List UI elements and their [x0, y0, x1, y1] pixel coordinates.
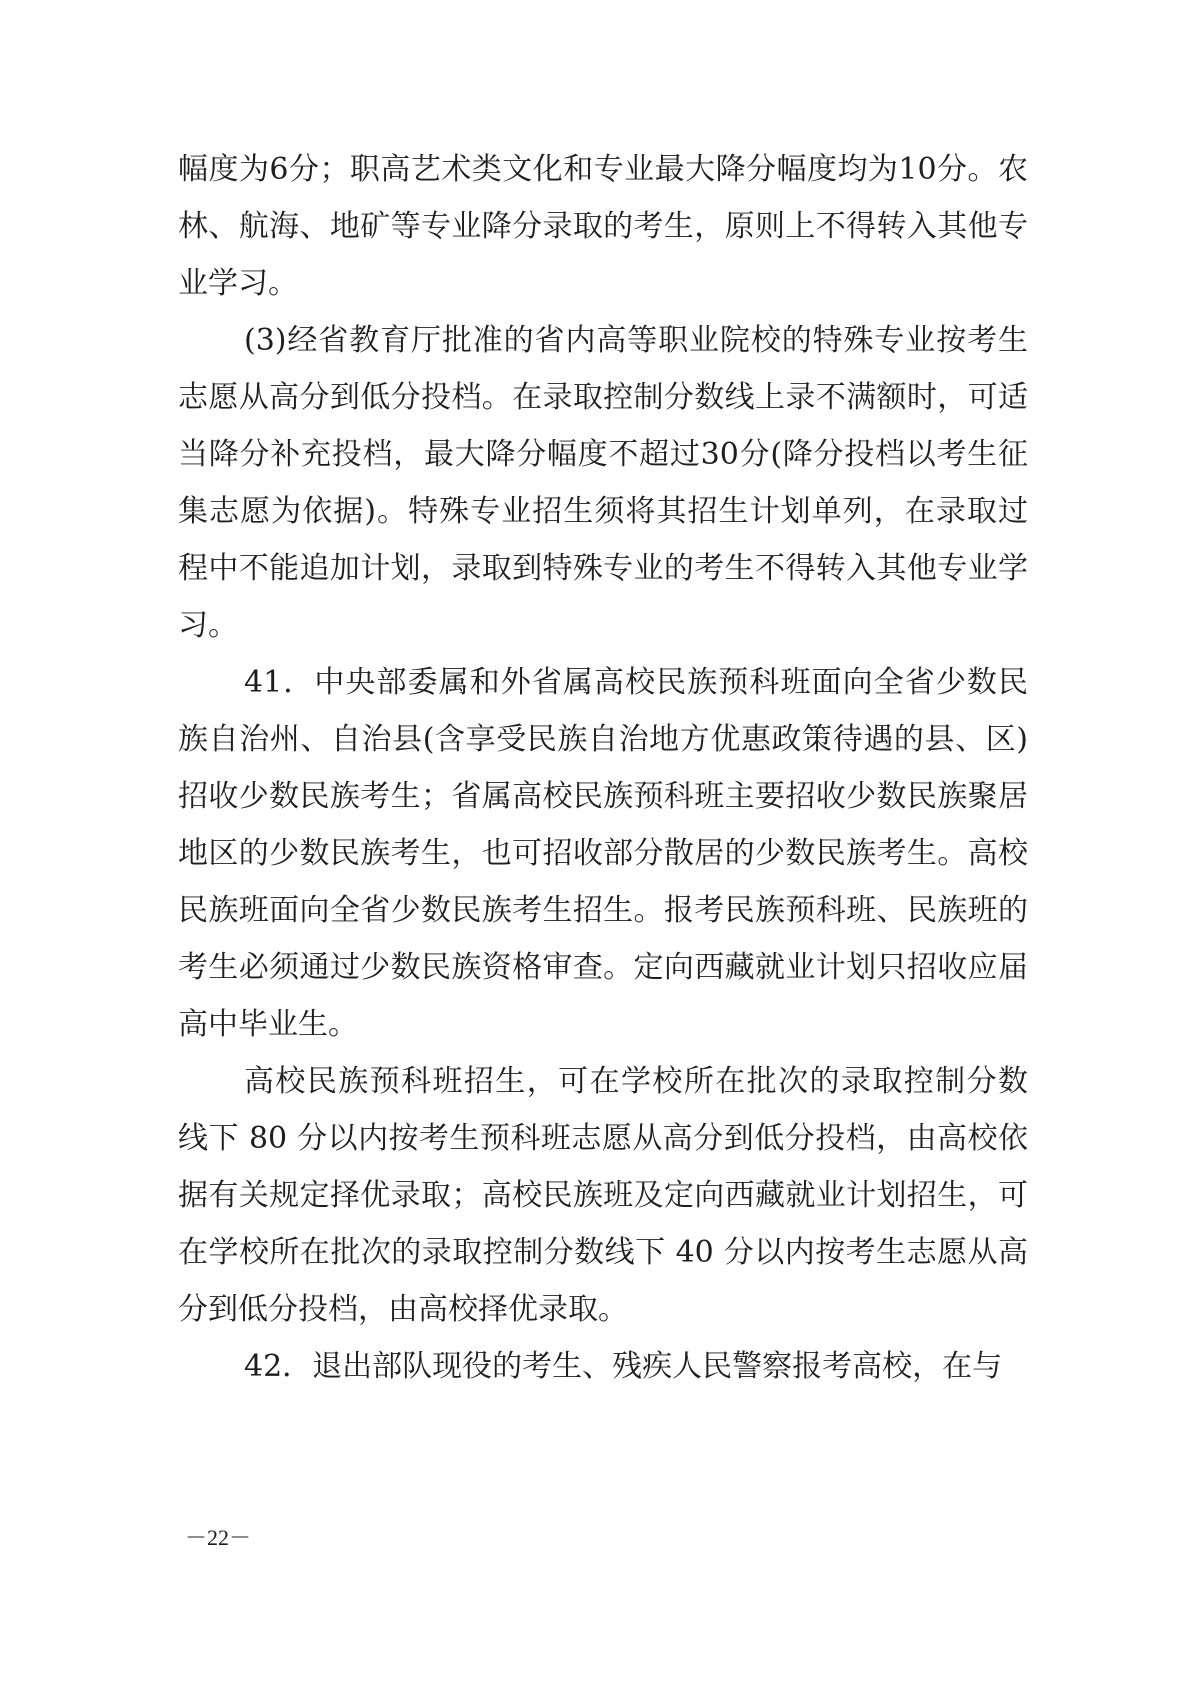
text-line: 在学校所在批次的录取控制分数线下 40 分以内按考生志愿从高 — [178, 1235, 1028, 1270]
text-line: 考生必须通过少数民族资格审查。定向西藏就业计划只招收应届 — [178, 950, 1028, 985]
text-line: 据有关规定择优录取；高校民族班及定向西藏就业计划招生，可 — [178, 1178, 1028, 1213]
text-line: 幅度为6分；职高艺术类文化和专业最大降分幅度均为10分。农 — [178, 152, 1028, 187]
text-line: 41．中央部委属和外省属高校民族预科班面向全省少数民 — [244, 665, 1028, 700]
text-line: 程中不能追加计划，录取到特殊专业的考生不得转入其他专业学 — [178, 551, 1028, 586]
text-line: 林、航海、地矿等专业降分录取的考生，原则上不得转入其他专 — [178, 209, 1028, 244]
text-line: 地区的少数民族考生，也可招收部分散居的少数民族考生。高校 — [178, 836, 1028, 871]
text-line: 高中毕业生。 — [178, 1007, 358, 1042]
text-line: (3)经省教育厅批准的省内高等职业院校的特殊专业按考生 — [244, 323, 1028, 358]
text-line: 线下 80 分以内按考生预科班志愿从高分到低分投档，由高校依 — [178, 1121, 1028, 1156]
text-line: 志愿从高分到低分投档。在录取控制分数线上录不满额时，可适 — [178, 380, 1028, 415]
text-line: 族自治州、自治县(含享受民族自治地方优惠政策待遇的县、区) — [178, 722, 1028, 757]
text-line: 招收少数民族考生；省属高校民族预科班主要招收少数民族聚居 — [178, 779, 1028, 814]
text-line: 42．退出部队现役的考生、残疾人民警察报考高校，在与 — [244, 1349, 1003, 1384]
text-line: 民族班面向全省少数民族考生招生。报考民族预科班、民族班的 — [178, 893, 1028, 928]
text-line: 业学习。 — [178, 266, 298, 301]
text-line: 集志愿为依据)。特殊专业招生须将其招生计划单列，在录取过 — [178, 494, 1028, 529]
page-number: －22－ — [185, 1525, 252, 1550]
text-line: 当降分补充投档，最大降分幅度不超过30分(降分投档以考生征 — [178, 437, 1028, 472]
text-line: 高校民族预科班招生，可在学校所在批次的录取控制分数 — [244, 1064, 1028, 1099]
text-line: 分到低分投档，由高校择优录取。 — [178, 1292, 628, 1327]
text-line: 习。 — [178, 608, 238, 643]
